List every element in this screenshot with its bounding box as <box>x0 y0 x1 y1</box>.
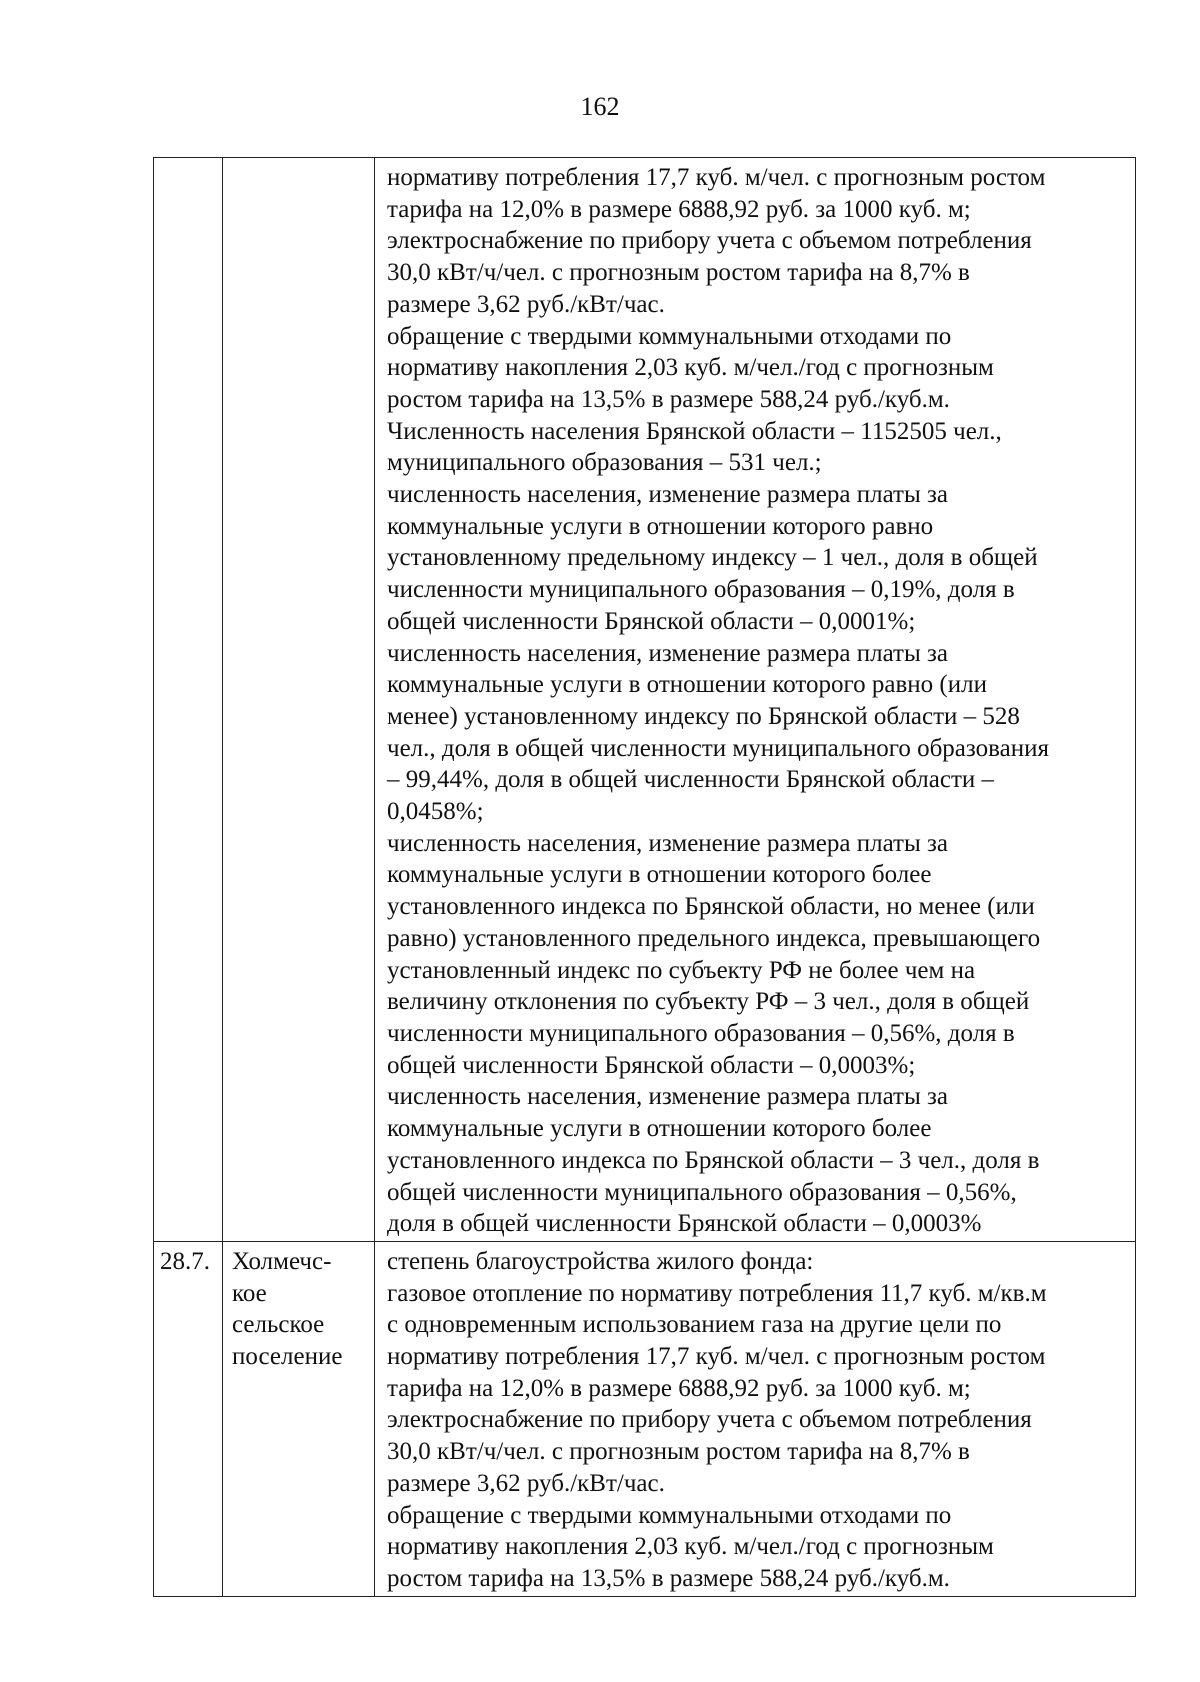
settlement-name-line: Холмечс- <box>232 1247 332 1275</box>
description-line: общей численности Брянской области – 0,0001%; <box>387 607 916 635</box>
description-cell <box>375 1241 1136 1596</box>
description-line: 30,0 кВт/ч/чел. с прогнозным ростом тарифа на 8,7% в <box>387 1438 970 1466</box>
description-line: равно) установленного предельного индекса, превышающего <box>387 924 1041 952</box>
description-line: установленного индекса по Брянской области, но менее (или <box>387 893 1035 921</box>
table-row <box>154 158 1136 1242</box>
description-line: менее) установленному индексу по Брянской области – 528 <box>387 702 1020 730</box>
description-line: чел., доля в общей численности муниципального образования <box>387 734 1049 762</box>
description-line: нормативу накопления 2,03 куб. м/чел./год с прогнозным <box>387 354 994 382</box>
description-line: коммунальные услуги в отношении которого равно <box>387 512 934 540</box>
description-line: размере 3,62 руб./кВт/час. <box>387 1469 665 1497</box>
description-line: 0,0458%; <box>387 798 484 826</box>
description-line: обращение с твердыми коммунальными отходами по <box>387 1501 952 1529</box>
description-line: электроснабжение по прибору учета с объемом потребления <box>387 227 1032 255</box>
description-line: численность населения, изменение размера платы за <box>387 639 948 667</box>
settlement-name-line: поселение <box>232 1343 343 1371</box>
settlement-name-cell <box>223 158 375 1242</box>
description-line: обращение с твердыми коммунальными отходами по <box>387 322 952 350</box>
description-line: установленного индекса по Брянской области – 3 чел., доля в <box>387 1146 1040 1174</box>
description-line: установленный индекс по субъекту РФ не более чем на <box>387 956 976 984</box>
description-cell <box>375 158 1136 1242</box>
settlement-name-cell <box>223 1241 375 1596</box>
description-line: газовое отопление по нормативу потребления 11,7 куб. м/кв.м <box>387 1279 1047 1307</box>
document-table <box>153 157 1136 1597</box>
description-line: электроснабжение по прибору учета с объемом потребления <box>387 1406 1032 1434</box>
description-line: численность населения, изменение размера платы за <box>387 1083 948 1111</box>
description-line: ростом тарифа на 13,5% в размере 588,24 руб./куб.м. <box>387 1564 950 1592</box>
description-line: численности муниципального образования – 0,56%, доля в <box>387 1019 1015 1047</box>
description-line: доля в общей численности Брянской области – 0,0003% <box>387 1210 982 1238</box>
table-row <box>154 1241 1136 1596</box>
description-line: – 99,44%, доля в общей численности Брянской области – <box>387 766 994 794</box>
description-line: степень благоустройства жилого фонда: <box>387 1247 814 1275</box>
description-line: коммунальные услуги в отношении которого равно (или <box>387 671 987 699</box>
description-line: величину отклонения по субъекту РФ – 3 чел., доля в общей <box>387 988 1030 1016</box>
settlement-name-line: кое <box>232 1279 267 1307</box>
description-line: установленному предельному индексу – 1 чел., доля в общей <box>387 544 1038 572</box>
description-line: коммунальные услуги в отношении которого более <box>387 861 932 889</box>
description-line: общей численности Брянской области – 0,0003%; <box>387 1051 916 1079</box>
row-number-cell <box>154 158 223 1242</box>
row-number-cell: 28.7. <box>154 1241 223 1596</box>
description-line: численность населения, изменение размера платы за <box>387 481 948 509</box>
description-line: коммунальные услуги в отношении которого более <box>387 1115 932 1143</box>
description-line: численность населения, изменение размера платы за <box>387 829 948 857</box>
description-line: численности муниципального образования – 0,19%, доля в <box>387 576 1015 604</box>
settlement-name-line: сельское <box>232 1311 325 1339</box>
description-line: 30,0 кВт/ч/чел. с прогнозным ростом тарифа на 8,7% в <box>387 259 970 287</box>
description-line: размере 3,62 руб./кВт/час. <box>387 290 665 318</box>
description-line: тарифа на 12,0% в размере 6888,92 руб. за 1000 куб. м; <box>387 195 971 223</box>
description-line: Численность населения Брянской области – 1152505 чел., <box>387 417 1002 445</box>
description-line: тарифа на 12,0% в размере 6888,92 руб. за 1000 куб. м; <box>387 1374 971 1402</box>
description-line: нормативу потребления 17,7 куб. м/чел. с прогнозным ростом <box>387 1343 1046 1371</box>
description-line: общей численности муниципального образования – 0,56%, <box>387 1178 1017 1206</box>
description-line: нормативу накопления 2,03 куб. м/чел./год с прогнозным <box>387 1533 994 1561</box>
description-line: нормативу потребления 17,7 куб. м/чел. с прогнозным ростом <box>387 164 1046 191</box>
page-number: 162 <box>580 92 620 121</box>
description-line: с одновременным использованием газа на другие цели по <box>387 1311 1002 1339</box>
description-line: муниципального образования – 531 чел.; <box>387 449 822 477</box>
description-line: ростом тарифа на 13,5% в размере 588,24 руб./куб.м. <box>387 385 950 413</box>
